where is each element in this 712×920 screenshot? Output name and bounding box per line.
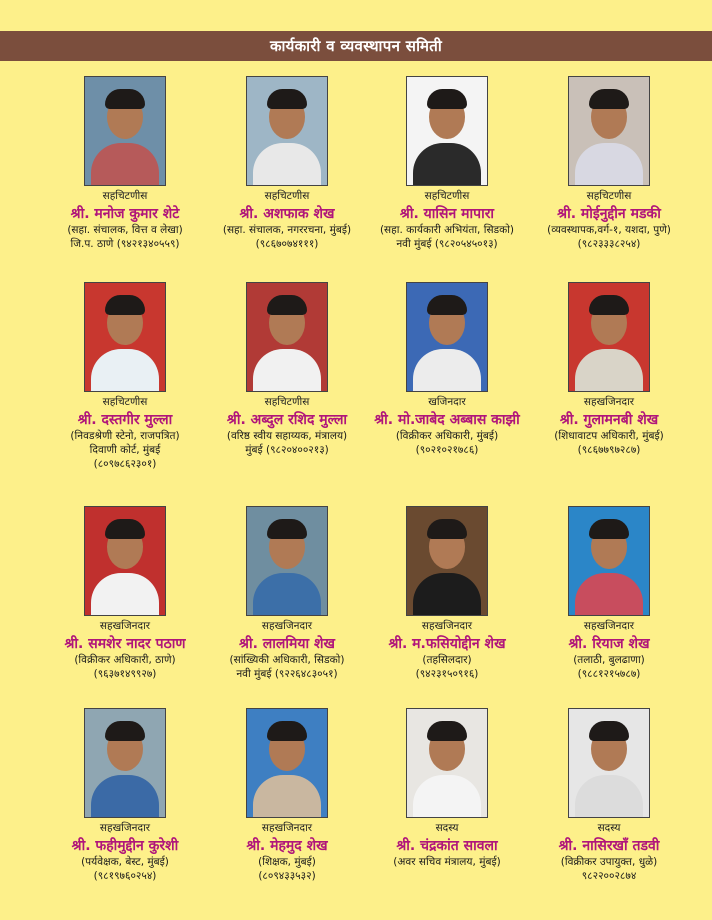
member-detail: (८०९७८६२३०१) [93, 458, 157, 470]
member-card [36, 506, 214, 681]
committee-title-banner [0, 31, 712, 61]
member-role: सहचिटणीस [586, 190, 632, 202]
member-photo [568, 76, 650, 186]
member-role: सहखजिनदार [421, 620, 473, 632]
member-name: श्री. समशेर नादर पठाण [64, 636, 186, 652]
member-role: सहखजिनदार [583, 396, 635, 408]
member-detail: (९८६७७९७२८७) [577, 444, 641, 456]
member-photo [406, 708, 488, 818]
member-detail: (विक्रीकर अधिकारी, ठाणे) [74, 654, 176, 666]
member-card [198, 282, 376, 457]
member-photo [84, 708, 166, 818]
member-detail: (८०९४३३५३२) [258, 870, 316, 882]
member-card [36, 708, 214, 883]
member-card [520, 506, 698, 681]
member-name: श्री. फहीमुद्दीन कुरेशी [71, 838, 179, 854]
member-detail: (सहा. संचालक, वित्त व लेखा) [67, 224, 183, 236]
member-name: श्री. दस्तगीर मुल्ला [77, 412, 173, 428]
member-card [520, 76, 698, 251]
member-detail: मुंबई (९८२०४००२१३) [245, 444, 329, 456]
member-card [358, 708, 536, 869]
member-detail: जि.प. ठाणे (९४२१३४०५५९) [70, 238, 180, 250]
member-photo [84, 506, 166, 616]
member-role: सहखजिनदार [583, 620, 635, 632]
member-name: श्री. लालमिया शेख [239, 636, 335, 652]
member-detail: (शिक्षक, मुंबई) [258, 856, 316, 868]
member-role: खजिनदार [428, 396, 466, 408]
member-card [198, 76, 376, 251]
member-photo [568, 708, 650, 818]
member-detail: (तलाठी, बुलढाणा) [573, 654, 645, 666]
member-role: सहखजिनदार [99, 822, 151, 834]
member-detail: नवी मुंबई (९२२६४८३०५१) [236, 668, 338, 680]
member-detail: (९४२३१५०९१६) [415, 668, 479, 680]
member-role: सहचिटणीस [102, 396, 148, 408]
member-card [36, 76, 214, 251]
member-role: सदस्य [597, 822, 621, 834]
member-role: सहचिटणीस [264, 190, 310, 202]
member-photo [246, 76, 328, 186]
member-photo [568, 506, 650, 616]
member-detail: (पर्यवेक्षक, बेस्ट, मुंबई) [81, 856, 169, 868]
member-card [358, 282, 536, 457]
member-detail: (९६३७१४९९२७) [93, 668, 157, 680]
member-detail: ९८२२००२८७४ [581, 870, 637, 882]
member-role: सहखजिनदार [261, 822, 313, 834]
member-role: सदस्य [435, 822, 459, 834]
member-detail: (सहा. कार्यकारी अभियंता, सिडको) [379, 224, 515, 236]
member-photo [84, 282, 166, 392]
member-photo [246, 708, 328, 818]
member-card [520, 282, 698, 457]
member-name: श्री. मोईनुद्दीन मडकी [557, 206, 661, 222]
member-name: श्री. मनोज कुमार शेटे [70, 206, 180, 222]
member-photo [406, 282, 488, 392]
member-detail: दिवाणी कोर्ट, मुंबई [89, 444, 161, 456]
member-detail: (९८१९७६०२५४) [93, 870, 157, 882]
member-name: श्री. रियाज शेख [568, 636, 650, 652]
member-detail: नवी मुंबई (९८२०५४५०१३) [396, 238, 498, 250]
member-detail: (सांख्यिकी अधिकारी, सिडको) [229, 654, 345, 666]
member-name: श्री. मेहमुद शेख [246, 838, 328, 854]
member-role: सहचिटणीस [102, 190, 148, 202]
member-detail: (व्यवस्थापक,वर्ग-१, यशदा, पुणे) [547, 224, 671, 236]
member-card [520, 708, 698, 883]
member-detail: (विक्रीकर उपायुक्त, धुळे) [560, 856, 658, 868]
member-detail: (निवडश्रेणी स्टेनो, राजपत्रित) [70, 430, 180, 442]
member-photo [246, 282, 328, 392]
member-role: सहचिटणीस [264, 396, 310, 408]
member-card [198, 708, 376, 883]
member-detail: (९०२१०२१७८६) [415, 444, 479, 456]
member-photo [568, 282, 650, 392]
member-card [358, 506, 536, 681]
member-detail: (शिधावाटप अधिकारी, मुंबई) [554, 430, 664, 442]
member-name: श्री. यासिन मापारा [399, 206, 495, 222]
member-detail: (वरिष्ठ स्वीय सहाय्यक, मंत्रालय) [226, 430, 348, 442]
member-detail: (९८६७०७४१११) [255, 238, 319, 250]
member-role: सहचिटणीस [424, 190, 470, 202]
member-photo [246, 506, 328, 616]
member-photo [406, 76, 488, 186]
member-name: श्री. मो.जाबेद अब्बास काझी [374, 412, 520, 428]
member-photo [84, 76, 166, 186]
committee-title: कार्यकारी व व्यवस्थापन समिती [269, 37, 443, 55]
member-role: सहखजिनदार [261, 620, 313, 632]
member-card [36, 282, 214, 471]
member-detail: (९८८१२१५७८७) [577, 668, 641, 680]
member-detail: (अवर सचिव मंत्रालय, मुंबई) [393, 856, 501, 868]
member-name: श्री. नासिरखाँ तडवी [558, 838, 660, 854]
member-photo [406, 506, 488, 616]
member-detail: (तहसिलदार) [422, 654, 472, 666]
member-detail: (विक्रीकर अधिकारी, मुंबई) [395, 430, 499, 442]
member-name: श्री. गुलामनबी शेख [559, 412, 659, 428]
member-name: श्री. अशफाक शेख [239, 206, 335, 222]
member-name: श्री. म.फसियोद्दीन शेख [388, 636, 506, 652]
member-name: श्री. अब्दुल रशिद मुल्ला [226, 412, 348, 428]
member-role: सहखजिनदार [99, 620, 151, 632]
member-detail: (सहा. संचालक, नगररचना, मुंबई) [222, 224, 352, 236]
member-card [198, 506, 376, 681]
member-card [358, 76, 536, 251]
member-detail: (९८२३३३८२५४) [577, 238, 641, 250]
member-name: श्री. चंद्रकांत सावला [396, 838, 498, 854]
